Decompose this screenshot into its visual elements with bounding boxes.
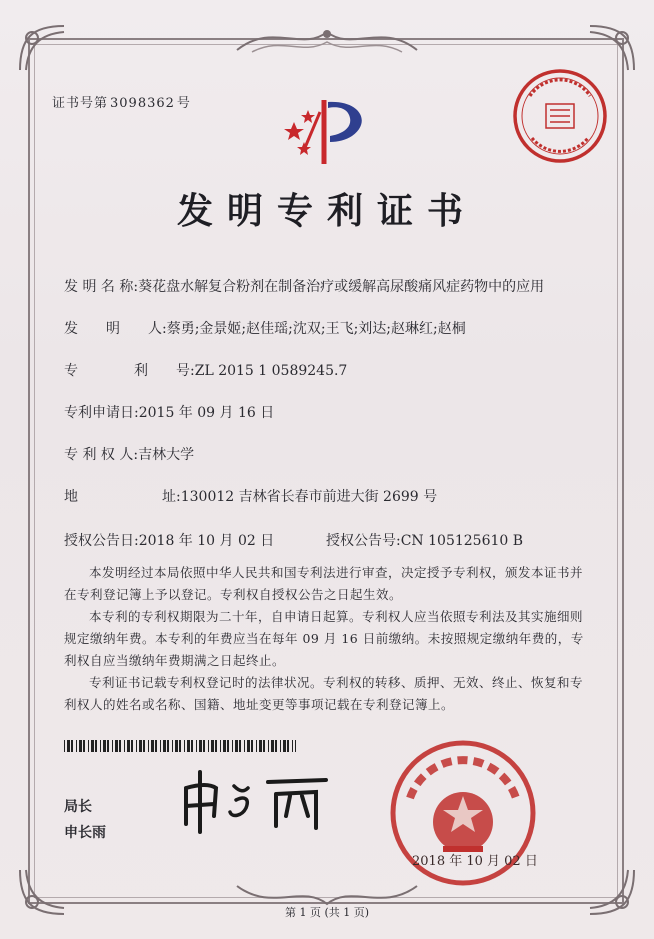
field-grant-date	[64, 530, 274, 550]
barcode-icon	[64, 740, 296, 752]
certificate-title: 发明专利证书	[176, 191, 477, 232]
field-patent-number	[64, 360, 347, 380]
paragraph: 本发明经过本局依照中华人民共和国专利法进行审查，决定授予专利权，颁发本证书并在专利登记簿上予以登记。专利权自授权公告之日起生效。	[64, 565, 584, 602]
cnipa-logo-icon	[280, 92, 380, 172]
field-value: 2015 年 09 月 16 日	[138, 405, 275, 421]
field-invention-name	[64, 276, 544, 296]
field-patentee	[64, 444, 194, 464]
field-application-date	[64, 402, 274, 422]
field-label: 地 址:	[64, 489, 181, 505]
field-inventors	[64, 318, 466, 338]
field-grant-number	[326, 530, 523, 550]
field-value: 2018 年 10 月 02 日	[138, 533, 275, 549]
field-label: 专 利 号:	[64, 363, 195, 379]
field-value: 蔡勇;金景姬;赵佳瑶;沈双;王飞;刘达;赵琳红;赵桐	[166, 321, 466, 337]
field-label: 发 明 名 称:	[64, 279, 139, 295]
top-center-ornament	[232, 22, 422, 58]
field-address	[64, 486, 437, 506]
tax-seal-stamp	[510, 66, 610, 166]
paragraph: 本专利的专利权期限为二十年，自申请日起算。专利权人应当依照专利法及其实施细则规定缴纳年费。本专利的年费应当在每年 09 月 16 日前缴纳。未按照规定缴纳年费的，专利权自应当缴纳年费期满之日起终止。	[64, 609, 584, 668]
seal-date: 2018 年 10 月 02 日	[412, 854, 538, 869]
field-label: 专 利 权 人:	[64, 447, 139, 463]
field-label: 授权公告日:	[64, 533, 139, 549]
field-value: ZL 2015 1 0589245.7	[194, 363, 348, 379]
body-text	[64, 562, 594, 716]
official-title: 局长	[64, 799, 92, 815]
field-label: 专利申请日:	[64, 405, 139, 421]
field-label: 授权公告号:	[326, 533, 401, 549]
field-value: 吉林大学	[138, 447, 195, 463]
official-name: 申长雨	[64, 825, 106, 841]
corner-ornament-top-left	[12, 18, 72, 78]
field-value: 130012 吉林省长春市前进大街 2699 号	[180, 489, 438, 505]
certificate-number: 证书号第 3098362 号	[52, 96, 191, 111]
field-value: 葵花盘水解复合粉剂在制备治疗或缓解高尿酸痛风症药物中的应用	[138, 279, 545, 295]
field-value: CN 105125610 B	[400, 533, 524, 549]
paragraph: 专利证书记载专利权登记时的法律状况。专利权的转移、质押、无效、终止、恢复和专利权人的姓名或名称、国籍、地址变更等事项记载在专利登记簿上。	[64, 675, 584, 712]
page-footer: 第 1 页 (共 1 页)	[284, 906, 370, 919]
handwritten-signature	[176, 766, 336, 836]
field-label: 发 明 人:	[64, 321, 167, 337]
